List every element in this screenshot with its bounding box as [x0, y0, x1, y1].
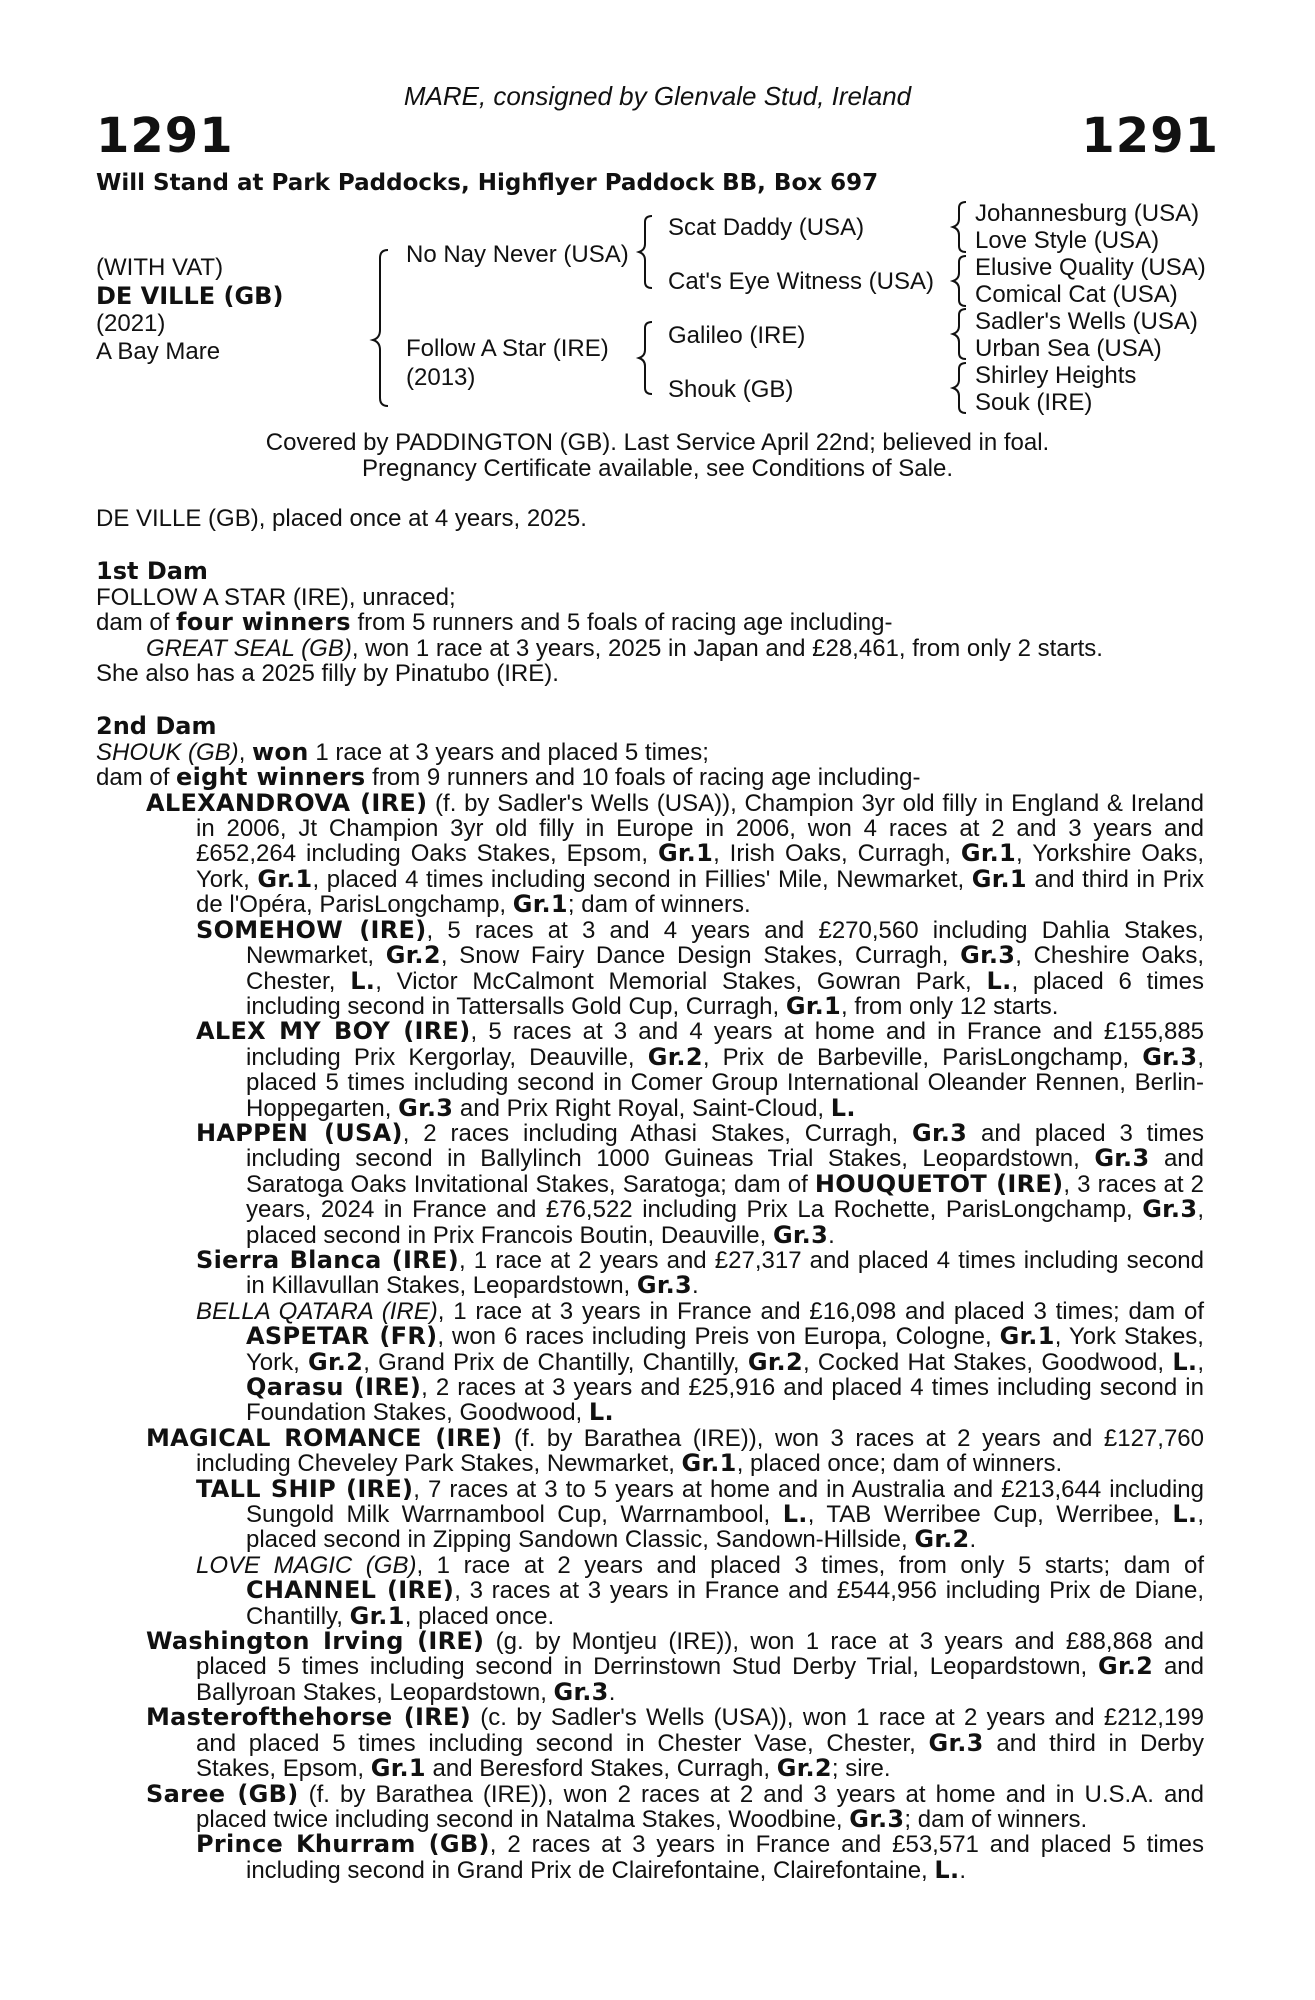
gen3-8: Souk (IRE) — [975, 389, 1093, 416]
dam: Follow A Star (IRE) — [406, 335, 609, 362]
entry-saree: Saree (GB) (f. by Barathea (IRE)), won 2 races at 2 and 3 years at home and in U.S.A. and placed twice including second in Natalma Stakes, Woodbine, Gr.3; dam of winners. — [146, 1779, 1204, 1833]
lot-number-right: 1291 — [1081, 108, 1219, 164]
entry-love-magic: LOVE MAGIC (GB), 1 race at 2 years and placed 3 times, from only 5 starts; dam of CHANNEL (IRE), 3 races at 3 years in France and £544,956 including Prix de Diane, Chantilly, Gr.1, placed once. — [196, 1551, 1204, 1630]
entry-sierra-blanca: Sierra Blanca (IRE), 1 race at 2 years and £27,317 and placed 4 times including second in Killavullan Stakes, Leopardstown, Gr.3. — [196, 1245, 1204, 1300]
dam-year: (2013) — [406, 364, 476, 391]
gen3-5: Sadler's Wells (USA) — [975, 308, 1198, 335]
first-dam-heading: 1st Dam — [96, 557, 208, 586]
sire-sire: Scat Daddy (USA) — [668, 214, 865, 241]
consignment-line: MARE, consigned by Glenvale Stud, Ireland — [403, 81, 912, 111]
horse-year: (2021) — [96, 310, 166, 337]
entry-somehow: SOMEHOW (IRE), 5 races at 3 and 4 years and £270,560 including Dahlia Stakes, Newmarket, Gr.2, Snow Fairy Dance Design Stakes, Curragh, Gr.3, Cheshire Oaks, Chester, L., Victor McCalmont Memorial Stakes, Gowran Park, L., placed 6 times including second in Tattersalls Gold Cup, Curragh, Gr.1, from only 12 starts. — [196, 915, 1205, 1020]
sire-dam: Cat's Eye Witness (USA) — [668, 268, 934, 295]
gen3-3: Elusive Quality (USA) — [975, 254, 1206, 281]
covered-line-1: Covered by PADDINGTON (GB). Last Service April 22nd; believed in foal. — [265, 429, 1050, 456]
dam-dam: Shouk (GB) — [668, 376, 794, 403]
second-dam-line: SHOUK (GB), won 1 race at 3 years and placed 5 times; — [96, 737, 709, 766]
summary-line: DE VILLE (GB), placed once at 4 years, 2025. — [96, 505, 587, 532]
first-dam-line: FOLLOW A STAR (IRE), unraced; — [96, 583, 456, 611]
entry-washington-irving: Washington Irving (IRE) (g. by Montjeu (IRE)), won 1 race at 3 years and £88,868 and placed 5 times including second in Derrinstown Stud Derby Trial, Leopardstown, Gr.2 and Ballyroan Stakes, Leopardstown, Gr.3. — [146, 1627, 1204, 1706]
second-dam-heading: 2nd Dam — [96, 712, 217, 741]
entry-prince-khurram: Prince Khurram (GB), 2 races at 3 years in France and £53,571 and placed 5 times including second in Grand Prix de Clairefontaine, Clairefontaine, L.. — [196, 1830, 1205, 1884]
sire: No Nay Never (USA) — [406, 241, 629, 268]
lot-number-left: 1291 — [96, 108, 234, 164]
first-dam-produce: dam of four winners from 5 runners and 5 foals of racing age including- — [96, 608, 893, 637]
entry-alex-my-boy: ALEX MY BOY (IRE), 5 races at 3 and 4 years at home and in France and £155,885 including Prix Kergorlay, Deauville, Gr.2, Prix de Barbeville, ParisLongchamp, Gr.3, placed 5 times including second in Comer Group International Oleander Rennen, Berlin-Hoppegarten, Gr.3 and Prix Right Royal, Saint-Cloud, L. — [196, 1017, 1205, 1122]
dam-sire: Galileo (IRE) — [668, 322, 806, 349]
gen3-2: Love Style (USA) — [975, 227, 1160, 254]
horse-description: A Bay Mare — [96, 338, 221, 365]
entry-magical-romance: MAGICAL ROMANCE (IRE) (f. by Barathea (IRE)), won 3 races at 2 years and £127,760 including Cheveley Park Stakes, Newmarket, Gr.1, placed once; dam of winners. — [146, 1423, 1204, 1478]
vat-label: (WITH VAT) — [96, 254, 224, 281]
gen3-4: Comical Cat (USA) — [975, 281, 1178, 308]
entry-masterofthehorse: Masterofthehorse (IRE) (c. by Sadler's Wells (USA)), won 1 race at 2 years and £212,199 and placed 5 times including second in Chester Vase, Chester, Gr.3 and third in Derby Stakes, Epsom, Gr.1 and Beresford Stakes, Curragh, Gr.2; sire. — [146, 1703, 1204, 1783]
stand-location: Will Stand at Park Paddocks, Highflyer Paddock BB, Box 697 — [96, 170, 879, 196]
gen3-7: Shirley Heights — [975, 362, 1137, 389]
entry-alexandrova: ALEXANDROVA (IRE) (f. by Sadler's Wells (USA)), Champion 3yr old filly in England & Ireland in 2006, Jt Champion 3yr old filly in Europe in 2006, won 4 races at 2 and 3 years and £652,264 including Oaks Stakes, Epsom, Gr.1, Irish Oaks, Curragh, Gr.1, Yorkshire Oaks, York, Gr.1, placed 4 times including second in Fillies' Mile, Newmarket, Gr.1 and third in Prix de l'Opéra, ParisLongchamp, Gr.1; dam of winners. — [146, 788, 1204, 919]
covered-line-2: Pregnancy Certificate available, see Conditions of Sale. — [362, 455, 953, 482]
entry-happen: HAPPEN (USA), 2 races including Athasi Stakes, Curragh, Gr.3 and placed 3 times including second in Ballylinch 1000 Guineas Trial Stakes, Leopardstown, Gr.3 and Saratoga Oaks Invitational Stakes, Saratoga; dam of HOUQUETOT (IRE), 3 races at 2 years, 2024 in France and £76,522 including Prix La Rochette, ParisLongchamp, Gr.3, placed second in Prix Francois Boutin, Deauville, Gr.3. — [196, 1118, 1205, 1249]
horse-name: DE VILLE (GB) — [96, 282, 284, 310]
gen3-1: Johannesburg (USA) — [975, 200, 1200, 227]
second-dam-produce: dam of eight winners from 9 runners and 10 foals of racing age including- — [96, 763, 921, 792]
covered-note — [0, 430, 1315, 482]
first-dam-also: She also has a 2025 filly by Pinatubo (IRE). — [96, 660, 559, 688]
great-seal-entry: GREAT SEAL (GB), won 1 race at 3 years, 2025 in Japan and £28,461, from only 2 starts. — [146, 634, 1103, 662]
entry-bella-qatara: BELLA QATARA (IRE), 1 race at 3 years in France and £16,098 and placed 3 times; dam of ASPETAR (FR), won 6 races including Preis von Europa, Cologne, Gr.1, York Stakes, York, Gr.2, Grand Prix de Chantilly, Chantilly, Gr.2, Cocked Hat Stakes, Goodwood, L., Qarasu (IRE), 2 races at 3 years and £25,916 and placed 4 times including second in Foundation Stakes, Goodwood, L. — [196, 1297, 1204, 1427]
gen3-6: Urban Sea (USA) — [975, 335, 1162, 362]
catalogue-body — [96, 506, 1204, 1883]
entry-tall-ship: TALL SHIP (IRE), 7 races at 3 to 5 years at home and in Australia and £213,644 including Sungold Milk Warrnambool Cup, Warrnambool, L., TAB Werribee Cup, Werribee, L., placed second in Zipping Sandown Classic, Sandown-Hillside, Gr.2. — [196, 1474, 1205, 1554]
